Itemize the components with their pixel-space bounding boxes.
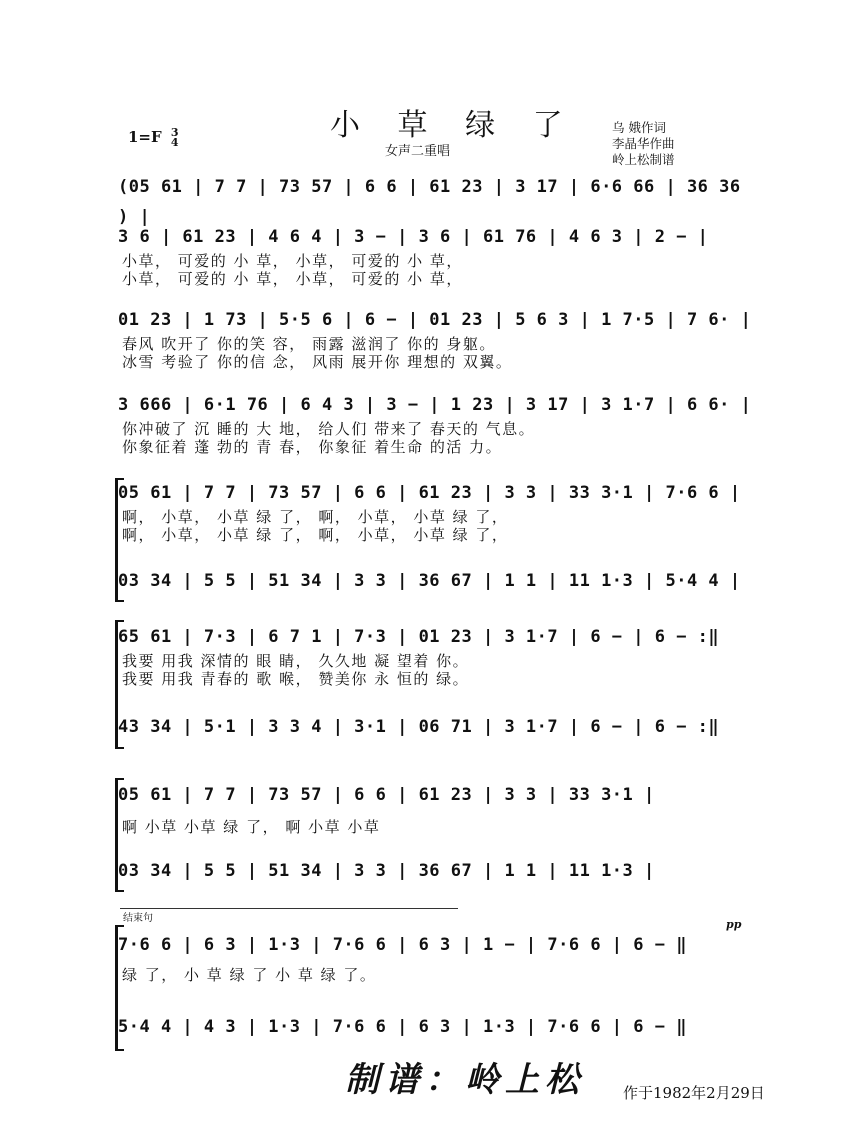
notation-line: 05 61 | 7 7 | 73 57 | 6 6 | 61 23 | 3 3 | 33 3·1 | 7·6 6 |	[118, 483, 741, 503]
notation-line: 65 61 | 7·3 | 6 7 1 | 7·3 | 01 23 | 3 1·7 | 6 − | 6 − :‖	[118, 627, 720, 647]
lyric-verse-1: 啊， 小草， 小草 绿 了， 啊， 小草， 小草 绿 了，	[122, 508, 509, 526]
lyric-verse-2: 啊， 小草， 小草 绿 了， 啊， 小草， 小草 绿 了，	[122, 526, 509, 544]
credit-lyricist: 乌 娥作词	[612, 120, 666, 135]
score-row-upper-voice	[118, 930, 758, 984]
score-row-lower-voice	[118, 712, 758, 742]
lyric-line: 啊 小草 小草 绿 了， 啊 小草 小草	[122, 818, 381, 836]
song-title: 小 草 绿 了	[330, 108, 577, 143]
credit-composer: 李晶华作曲	[612, 136, 675, 151]
lyric-verse-2: 你象征着 蓬 勃的 青 春， 你象征 着生命 的活 力。	[122, 438, 503, 456]
time-top: 3	[170, 126, 179, 139]
signature: 制谱：岭上松	[345, 1060, 585, 1100]
score-row-upper-voice	[118, 622, 758, 688]
lyric-verse-2: 冰雪 考验了 你的信 念， 风雨 展开你 理想的 双翼。	[122, 353, 513, 371]
dynamic-marking: pp	[726, 918, 742, 931]
notation-line: 03 34 | 5 5 | 51 34 | 3 3 | 36 67 | 1 1 | 11 1·3 |	[118, 861, 655, 881]
notation-line: 3 6 | 61 23 | 4 6 4 | 3 − | 3 6 | 61 76 | 4 6 3 | 2 − |	[118, 227, 709, 247]
lyric-verse-1: 春风 吹开了 你的笑 容， 雨露 滋润了 你的 身躯。	[122, 335, 496, 353]
lyric-verse-1: 你冲破了 沉 睡的 大 地， 给人们 带来了 春天的 气息。	[122, 420, 536, 438]
song-subtitle: 女声二重唱	[385, 144, 451, 159]
notation-line: 03 34 | 5 5 | 51 34 | 3 3 | 36 67 | 1 1 | 11 1·3 | 5·4 4 |	[118, 571, 741, 591]
key-signature	[128, 128, 179, 148]
lyric-verse-2: 小草， 可爱的 小 草， 小草， 可爱的 小 草，	[122, 270, 463, 288]
lyric-verse-1: 小草， 可爱的 小 草， 小草， 可爱的 小 草，	[122, 252, 463, 270]
lyric-line: 绿 了， 小 草 绿 了 小 草 绿 了。	[122, 966, 377, 984]
lyric-verse-2: 我要 用我 青春的 歌 喉， 赞美你 永 恒的 绿。	[122, 670, 470, 688]
notation-line: 7·6 6 | 6 3 | 1·3 | 7·6 6 | 6 3 | 1 − | 7·6 6 | 6 − ‖	[118, 935, 687, 955]
score-row-lower-voice	[118, 1012, 758, 1042]
notation-line: 05 61 | 7 7 | 73 57 | 6 6 | 61 23 | 3 3 | 33 3·1 |	[118, 785, 655, 805]
composition-date: 作于1982年2月29日	[623, 1084, 765, 1102]
score-row-upper-voice	[118, 478, 758, 544]
score-row	[118, 390, 758, 456]
score-row-lower-voice	[118, 566, 758, 596]
notation-line: 43 34 | 5·1 | 3 3 4 | 3·1 | 06 71 | 3 1·7 | 6 − | 6 − :‖	[118, 717, 720, 737]
score-row-intro	[118, 172, 758, 227]
ending-label: 结束句	[120, 908, 458, 924]
credits	[612, 120, 675, 168]
key-label: 1=F	[128, 128, 162, 146]
notation-line: 5·4 4 | 4 3 | 1·3 | 7·6 6 | 6 3 | 1·3 | 7·6 6 | 6 − ‖	[118, 1017, 687, 1037]
time-signature	[171, 128, 179, 148]
notation-line: 01 23 | 1 73 | 5·5 6 | 6 − | 01 23 | 5 6 3 | 1 7·5 | 7 6· |	[118, 310, 752, 330]
score-row-lower-voice	[118, 856, 758, 886]
notation-line: 3 666 | 6·1 76 | 6 4 3 | 3 − | 1 23 | 3 17 | 3 1·7 | 6 6· |	[118, 395, 752, 415]
score-row	[118, 305, 758, 371]
notation-line: (05 61 | 7 7 | 73 57 | 6 6 | 61 23 | 3 17 | 6·6 66 | 36 36 ) |	[118, 177, 741, 227]
score-row-upper-voice	[118, 780, 758, 836]
time-bottom: 4	[170, 136, 179, 149]
lyric-verse-1: 我要 用我 深情的 眼 睛， 久久地 凝 望着 你。	[122, 652, 470, 670]
credit-arranger: 岭上松制谱	[612, 152, 675, 167]
score-row	[118, 222, 758, 288]
